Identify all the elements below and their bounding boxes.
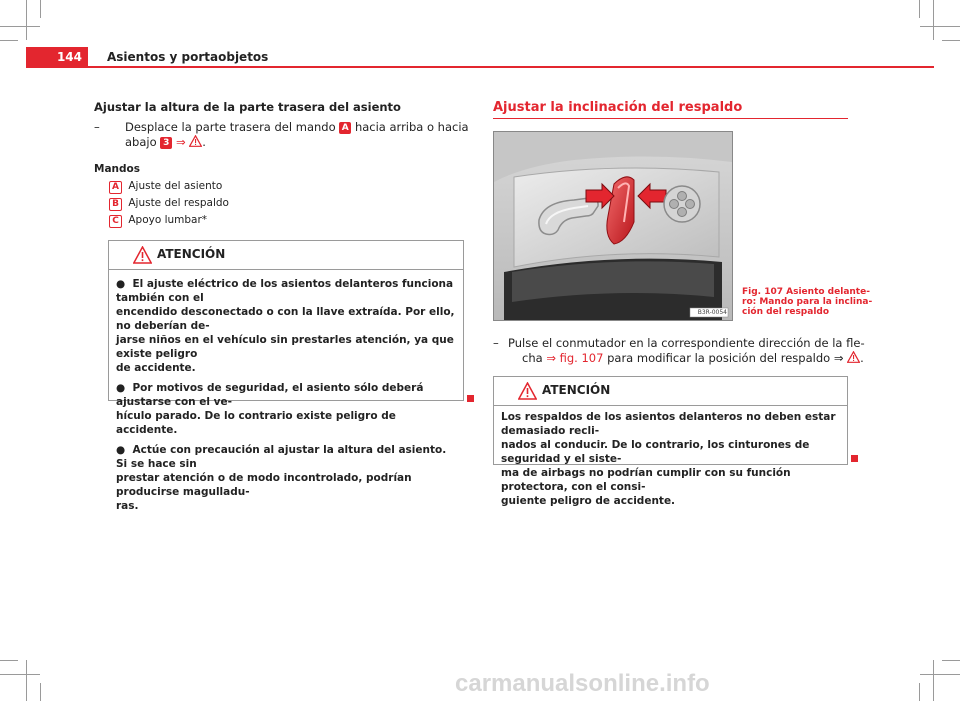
warning-bullet: ● El ajuste eléctrico de los asientos delanteros funciona también con el encendido desconectado o con la llave extraída. Por ello, no deberían de- jarse niños en el vehículo sin prestarles atención, ya que existe peligro de accidente.: [116, 278, 455, 374]
step-text-part: hacia arriba o hacia: [354, 120, 469, 134]
warning-line: ma de airbags no podrían cumplir con su función protectora, con el consi-: [501, 467, 791, 493]
section-heading-right: Ajustar la inclinación del respaldo: [493, 100, 743, 115]
crop-mark: [919, 683, 920, 701]
warning-line: prestar atención o de modo incontrolado, podrían producirse magulladu-: [116, 472, 412, 498]
caption-line: Fig. 107 Asiento delante-: [742, 287, 870, 297]
legend-key: B: [109, 198, 122, 211]
legend-item: [109, 179, 222, 194]
crop-mark: [26, 660, 27, 701]
warning-body: [109, 270, 463, 513]
warning-icon: [847, 351, 860, 363]
warning-bullet: ● Por motivos de seguridad, el asiento sólo deberá ajustarse con el ve- hículo parado. De lo contrario existe peligro de accidente.: [116, 382, 424, 436]
figure-code: B3R-0054: [697, 309, 727, 316]
crop-mark: [0, 660, 18, 661]
control-badge-3: 3: [160, 137, 172, 149]
warning-line: ras.: [116, 500, 139, 512]
crop-mark: [0, 674, 40, 675]
legend-label: Apoyo lumbar*: [128, 214, 208, 226]
section-end-mark: [851, 455, 858, 462]
step-text-part: abajo: [125, 135, 157, 149]
step-text: [125, 120, 469, 135]
warning-line: El ajuste eléctrico de los asientos delanteros funciona también con el: [116, 278, 454, 304]
crop-mark: [0, 26, 40, 27]
caption-line: ro: Mando para la inclina-: [742, 297, 873, 307]
warning-box-left: [108, 240, 464, 512]
warning-line: Por motivos de seguridad, el asiento sólo deberá ajustarse con el ve-: [116, 382, 424, 408]
crop-mark: [933, 660, 934, 701]
legend-item: [109, 196, 229, 211]
warning-icon: [133, 246, 152, 264]
crop-mark: [40, 683, 41, 701]
step-text: Pulse el conmutador en la correspondiente dirección de la fle-: [508, 336, 865, 350]
warning-line: Actúe con precaución al ajustar la altura del asiento. Si se hace sin: [116, 444, 447, 470]
crop-mark: [920, 674, 960, 675]
crop-mark: [40, 0, 41, 18]
warning-icon: [518, 382, 537, 400]
crop-mark: [919, 0, 920, 18]
warning-title: ATENCIÓN: [542, 383, 611, 397]
legend-key: C: [109, 215, 122, 228]
warning-title: ATENCIÓN: [157, 247, 226, 261]
ref-arrow: ⇒: [175, 135, 186, 149]
page-number: 144: [26, 47, 88, 67]
crop-mark: [0, 40, 18, 41]
section-end-mark: [467, 395, 474, 402]
section-heading: Ajustar la altura de la parte trasera del asiento: [94, 100, 401, 114]
header-rule: [26, 66, 934, 68]
warning-box-right: [493, 376, 848, 507]
warning-line: encendido desconectado o con la llave extraída. Por ello, no deberían de-: [116, 306, 455, 332]
warning-icon: [189, 135, 202, 147]
warning-line: Los respaldos de los asientos delanteros no deben estar demasiado recli-: [501, 411, 836, 437]
legend-label: Ajuste del respaldo: [128, 197, 229, 209]
step-text-part: Desplace la parte trasera del mando: [125, 120, 336, 134]
step-text-part: cha: [522, 351, 543, 365]
crop-mark: [26, 0, 27, 40]
caption-line: ción del respaldo: [742, 307, 830, 317]
mandos-label: Mandos: [94, 163, 140, 175]
warning-line: de accidente.: [116, 362, 196, 374]
warning-body: [494, 406, 847, 508]
control-badge-a: A: [339, 122, 351, 134]
crop-mark: [920, 26, 960, 27]
warning-line: hículo parado. De lo contrario existe peligro de accidente.: [116, 410, 396, 436]
step-dash: –: [94, 120, 100, 134]
watermark: carmanualsonline.info: [455, 670, 710, 697]
step-dash: –: [493, 336, 499, 350]
figure-caption: [742, 287, 872, 317]
seat-illustration: [494, 132, 732, 320]
legend-item: [109, 213, 207, 228]
step-text-cont: cha ⇒ fig. 107 para modificar la posición del respaldo ⇒ .: [522, 351, 864, 365]
warning-header: [109, 241, 463, 270]
page-header-title: Asientos y portaobjetos: [107, 50, 269, 64]
warning-line: guiente peligro de accidente.: [501, 495, 676, 507]
section-rule: [493, 118, 848, 119]
warning-header: [494, 377, 847, 406]
crop-mark: [933, 0, 934, 40]
figure-reference-link[interactable]: ⇒ fig. 107: [546, 351, 604, 365]
figure-seat-controls: [493, 131, 733, 321]
warning-line: nados al conducir. De lo contrario, los cinturones de seguridad y el siste-: [501, 439, 810, 465]
step-text-part: para modificar la posición del respaldo ⇒: [607, 351, 844, 365]
crop-mark: [942, 660, 960, 661]
step-text-cont: abajo 3 ⇒ .: [125, 135, 206, 149]
warning-bullet: ● Actúe con precaución al ajustar la altura del asiento. Si se hace sin prestar atención o de modo incontrolado, podrían producirse magulladu- ras.: [116, 444, 447, 512]
crop-mark: [942, 40, 960, 41]
warning-line: jarse niños en el vehículo sin prestarles atención, ya que existe peligro: [116, 334, 454, 360]
legend-label: Ajuste del asiento: [128, 180, 223, 192]
legend-key: A: [109, 181, 122, 194]
